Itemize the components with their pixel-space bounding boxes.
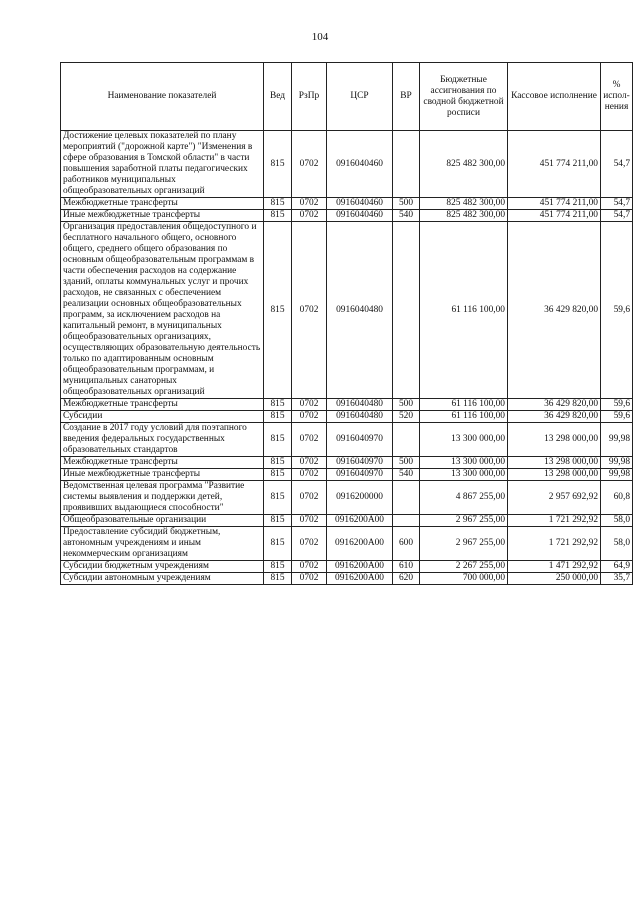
cell-ved: 815 — [264, 527, 292, 561]
table-row — [61, 515, 633, 527]
cell-assigned: 13 300 000,00 — [420, 423, 508, 457]
cell-name: Межбюджетные трансферты — [61, 198, 264, 210]
cell-rzpr: 0702 — [292, 399, 327, 411]
cell-cash: 13 298 000,00 — [508, 457, 601, 469]
cell-csr: 0916040970 — [327, 423, 393, 457]
cell-rzpr: 0702 — [292, 210, 327, 222]
table-row — [61, 411, 633, 423]
cell-ved: 815 — [264, 469, 292, 481]
table-row — [61, 457, 633, 469]
page-number: 104 — [311, 31, 329, 43]
cell-percent: 99,98 — [601, 469, 633, 481]
cell-assigned: 13 300 000,00 — [420, 469, 508, 481]
cell-csr: 0916040480 — [327, 411, 393, 423]
cell-name: Субсидии бюджетным учреждениям — [61, 561, 264, 573]
cell-percent: 54,7 — [601, 131, 633, 198]
table-row — [61, 573, 633, 585]
cell-percent: 35,7 — [601, 573, 633, 585]
cell-csr: 0916200000 — [327, 481, 393, 515]
cell-vr: 600 — [393, 527, 420, 561]
budget-execution-table — [60, 62, 633, 585]
cell-cash: 36 429 820,00 — [508, 222, 601, 399]
cell-rzpr: 0702 — [292, 573, 327, 585]
cell-rzpr: 0702 — [292, 411, 327, 423]
cell-vr: 500 — [393, 399, 420, 411]
cell-cash: 451 774 211,00 — [508, 198, 601, 210]
header-name: Наименование показателей — [61, 63, 264, 131]
cell-cash: 250 000,00 — [508, 573, 601, 585]
cell-csr: 0916040460 — [327, 131, 393, 198]
header-rzpr: РзПр — [292, 63, 327, 131]
cell-ved: 815 — [264, 561, 292, 573]
cell-cash: 1 721 292,92 — [508, 527, 601, 561]
cell-ved: 815 — [264, 573, 292, 585]
cell-cash: 451 774 211,00 — [508, 131, 601, 198]
cell-vr: 500 — [393, 457, 420, 469]
cell-csr: 0916040970 — [327, 469, 393, 481]
cell-assigned: 825 482 300,00 — [420, 210, 508, 222]
cell-assigned: 4 867 255,00 — [420, 481, 508, 515]
cell-ved: 815 — [264, 222, 292, 399]
cell-cash: 2 957 692,92 — [508, 481, 601, 515]
cell-percent: 64,9 — [601, 561, 633, 573]
cell-rzpr: 0702 — [292, 561, 327, 573]
cell-vr — [393, 423, 420, 457]
cell-name: Достижение целевых показателей по плану мероприятий ("дорожной карте") "Изменения в сфере образования в Томской области" в части повышения заработной платы педагогических работников муниципальных общеобразовательных организаций — [61, 131, 264, 198]
cell-assigned: 825 482 300,00 — [420, 131, 508, 198]
cell-ved: 815 — [264, 481, 292, 515]
cell-csr: 0916200А00 — [327, 515, 393, 527]
cell-assigned: 700 000,00 — [420, 573, 508, 585]
cell-ved: 815 — [264, 411, 292, 423]
cell-cash: 1 721 292,92 — [508, 515, 601, 527]
cell-vr — [393, 481, 420, 515]
table-header-row — [61, 63, 633, 131]
cell-percent: 99,98 — [601, 423, 633, 457]
cell-rzpr: 0702 — [292, 222, 327, 399]
cell-name: Создание в 2017 году условий для поэтапного введения федеральных государственных образовательных стандартов — [61, 423, 264, 457]
cell-assigned: 2 967 255,00 — [420, 527, 508, 561]
cell-csr: 0916200А00 — [327, 527, 393, 561]
cell-name: Межбюджетные трансферты — [61, 457, 264, 469]
table-row — [61, 222, 633, 399]
header-csr: ЦСР — [327, 63, 393, 131]
table-row — [61, 527, 633, 561]
cell-vr: 540 — [393, 210, 420, 222]
cell-assigned: 61 116 100,00 — [420, 411, 508, 423]
cell-rzpr: 0702 — [292, 481, 327, 515]
cell-percent: 60,8 — [601, 481, 633, 515]
cell-vr — [393, 131, 420, 198]
table-row — [61, 423, 633, 457]
table-row — [61, 399, 633, 411]
cell-csr: 0916040460 — [327, 198, 393, 210]
header-percent: % испол-нения — [601, 63, 633, 131]
cell-rzpr: 0702 — [292, 469, 327, 481]
cell-percent: 58,0 — [601, 527, 633, 561]
header-assigned: Бюджетные ассигнования по сводной бюджетной росписи — [420, 63, 508, 131]
cell-cash: 13 298 000,00 — [508, 423, 601, 457]
cell-percent: 99,98 — [601, 457, 633, 469]
cell-ved: 815 — [264, 131, 292, 198]
cell-rzpr: 0702 — [292, 131, 327, 198]
table-row — [61, 561, 633, 573]
cell-ved: 815 — [264, 457, 292, 469]
cell-name: Предоставление субсидий бюджетным, автономным учреждениям и иным некоммерческим организациям — [61, 527, 264, 561]
cell-vr — [393, 222, 420, 399]
cell-name: Межбюджетные трансферты — [61, 399, 264, 411]
cell-csr: 0916040480 — [327, 399, 393, 411]
cell-rzpr: 0702 — [292, 527, 327, 561]
cell-percent: 54,7 — [601, 198, 633, 210]
cell-ved: 815 — [264, 515, 292, 527]
cell-rzpr: 0702 — [292, 423, 327, 457]
cell-assigned: 2 267 255,00 — [420, 561, 508, 573]
cell-assigned: 2 967 255,00 — [420, 515, 508, 527]
table-row — [61, 198, 633, 210]
table-row — [61, 481, 633, 515]
header-cash: Кассовое исполнение — [508, 63, 601, 131]
cell-cash: 1 471 292,92 — [508, 561, 601, 573]
cell-rzpr: 0702 — [292, 515, 327, 527]
cell-cash: 13 298 000,00 — [508, 469, 601, 481]
cell-csr: 0916040970 — [327, 457, 393, 469]
cell-vr: 540 — [393, 469, 420, 481]
table-row — [61, 469, 633, 481]
cell-ved: 815 — [264, 399, 292, 411]
cell-ved: 815 — [264, 423, 292, 457]
header-vr: ВР — [393, 63, 420, 131]
cell-name: Субсидии автономным учреждениям — [61, 573, 264, 585]
cell-csr: 0916040480 — [327, 222, 393, 399]
cell-assigned: 61 116 100,00 — [420, 399, 508, 411]
cell-assigned: 61 116 100,00 — [420, 222, 508, 399]
table-row — [61, 210, 633, 222]
table-row — [61, 131, 633, 198]
cell-assigned: 13 300 000,00 — [420, 457, 508, 469]
table-body — [61, 131, 633, 585]
cell-rzpr: 0702 — [292, 198, 327, 210]
cell-vr: 500 — [393, 198, 420, 210]
cell-csr: 0916200А00 — [327, 573, 393, 585]
cell-rzpr: 0702 — [292, 457, 327, 469]
cell-cash: 36 429 820,00 — [508, 411, 601, 423]
cell-vr: 520 — [393, 411, 420, 423]
cell-assigned: 825 482 300,00 — [420, 198, 508, 210]
cell-ved: 815 — [264, 198, 292, 210]
cell-name: Иные межбюджетные трансферты — [61, 469, 264, 481]
header-ved: Вед — [264, 63, 292, 131]
cell-percent: 59,6 — [601, 399, 633, 411]
cell-csr: 0916040460 — [327, 210, 393, 222]
cell-percent: 58,0 — [601, 515, 633, 527]
cell-name: Общеобразовательные организации — [61, 515, 264, 527]
cell-vr: 620 — [393, 573, 420, 585]
cell-cash: 451 774 211,00 — [508, 210, 601, 222]
cell-percent: 54,7 — [601, 210, 633, 222]
cell-name: Организация предоставления общедоступного и бесплатного начального общего, основного общего, среднего общего образования по основным общеобразовательным программам в части обеспечения расходов на содержание зданий, оплаты коммунальных услуг и прочих расходов, не связанных с обеспечением реализации основных общеобразовательных программ, за исключением расходов на капитальный ремонт, в муниципальных общеобразовательных организациях, осуществляющих образовательную деятельность только по адаптированным основным общеобразовательным программам, и муниципальных санаторных общеобразовательных организаций — [61, 222, 264, 399]
cell-name: Иные межбюджетные трансферты — [61, 210, 264, 222]
cell-name: Ведомственная целевая программа "Развитие системы выявления и поддержки детей, проявивших выдающиеся способности" — [61, 481, 264, 515]
cell-percent: 59,6 — [601, 222, 633, 399]
cell-vr: 610 — [393, 561, 420, 573]
cell-csr: 0916200А00 — [327, 561, 393, 573]
cell-cash: 36 429 820,00 — [508, 399, 601, 411]
cell-name: Субсидии — [61, 411, 264, 423]
cell-percent: 59,6 — [601, 411, 633, 423]
cell-ved: 815 — [264, 210, 292, 222]
cell-vr — [393, 515, 420, 527]
